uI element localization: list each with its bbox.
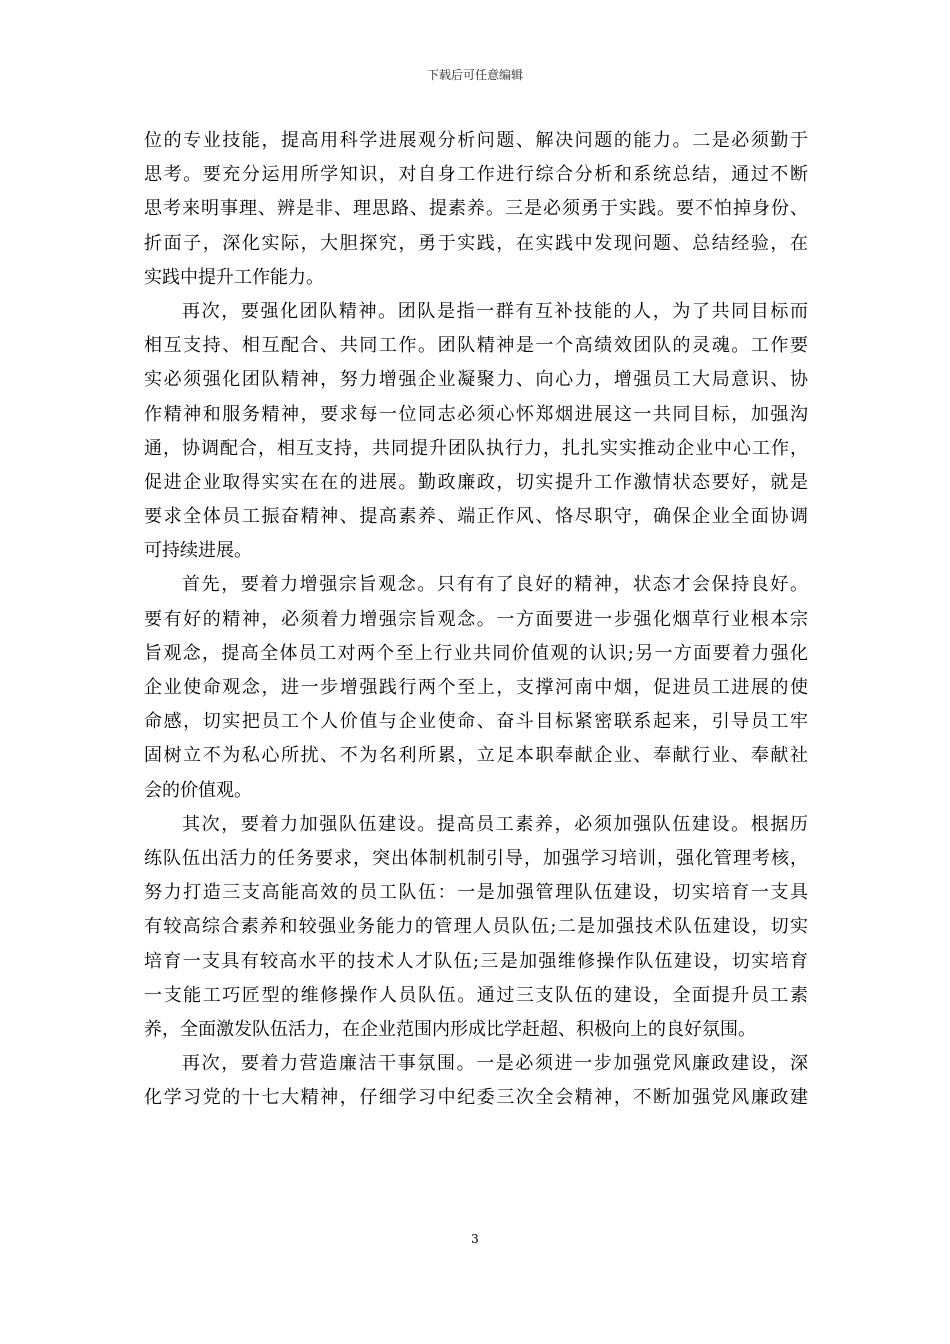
text-line: 一支能工巧匠型的维修操作人员队伍。通过三支队伍的建设，全面提升员工素	[144, 984, 808, 1006]
text-line: 可持续进展。	[144, 540, 252, 562]
text-line: 培育一支具有较高水平的技术人才队伍;三是加强维修操作队伍建设，切实培育	[144, 950, 808, 972]
text-line: 首先，要着力增强宗旨观念。只有有了良好的精神，状态才会保持良好。	[182, 574, 808, 596]
text-line: 企业使命观念，进一步增强践行两个至上，支撑河南中烟，促进员工进展的使	[144, 677, 808, 698]
text-line: 思考来明事理、辨是非、理思路、提素养。三是必须勇于实践。要不怕掉身份、	[144, 198, 808, 220]
text-line: 养，全面激发队伍活力，在企业范围内形成比学赶超、积极向上的良好氛围。	[144, 1018, 756, 1040]
text-line: 位的专业技能，提高用科学进展观分析问题、解决问题的能力。二是必须勤于	[144, 130, 808, 151]
text-line: 相互支持、相互配合、共同工作。团队精神是一个高绩效团队的灵魂。工作要	[144, 335, 808, 357]
text-line: 会的价值观。	[144, 779, 252, 801]
text-line: 旨观念，提高全体员工对两个至上行业共同价值观的认识;另一方面要着力强化	[144, 642, 808, 664]
text-line: 命感，切实把员工个人价值与企业使命、奋斗目标紧密联系起来，引导员工牢	[144, 711, 808, 733]
text-line: 固树立不为私心所扰、不为名利所累，立足本职奉献企业、奉献行业、奉献社	[144, 745, 808, 767]
paragraph	[144, 124, 808, 295]
text-line: 实必须强化团队精神，努力增强企业凝聚力、向心力，增强员工大局意识、协	[144, 369, 808, 391]
text-line: 要有好的精神，必须着力增强宗旨观念。一方面要进一步强化烟草行业根本宗	[144, 608, 808, 630]
paragraph	[144, 295, 808, 569]
text-line: 有较高综合素养和较强业务能力的管理人员队伍;二是加强技术队伍建设，切实	[144, 916, 808, 938]
body-text	[144, 124, 808, 1115]
text-line: 化学习党的十七大精神，仔细学习中纪委三次全会精神，不断加强党风廉政建	[144, 1087, 808, 1109]
paragraph	[144, 568, 808, 807]
text-line: 促进企业取得实实在在的进展。勤政廉政，切实提升工作激情状态要好，就是	[144, 471, 808, 493]
text-line: 作精神和服务精神，要求每一位同志必须心怀郑烟进展这一共同目标，加强沟	[144, 403, 808, 425]
text-line: 折面子，深化实际，大胆探究，勇于实践，在实践中发现问题、总结经验，在	[144, 232, 808, 254]
text-line: 练队伍出活力的任务要求，突出体制机制引导，加强学习培训，强化管理考核，	[144, 847, 808, 869]
text-line: 再次，要强化团队精神。团队是指一群有互补技能的人，为了共同目标而	[182, 300, 808, 322]
text-line: 通，协调配合，相互支持，共同提升团队执行力，扎扎实实推动企业中心工作，	[144, 437, 808, 459]
text-line: 其次，要着力加强队伍建设。提高员工素养，必须加强队伍建设。根据历	[182, 813, 808, 835]
page-number: 3	[471, 1232, 479, 1246]
text-line: 努力打造三支高能高效的员工队伍：一是加强管理队伍建设，切实培育一支具	[144, 882, 808, 904]
text-line: 再次，要着力营造廉洁干事氛围。一是必须进一步加强党风廉政建设，深	[182, 1053, 808, 1075]
text-line: 实践中提升工作能力。	[144, 266, 324, 288]
paragraph	[144, 808, 808, 1047]
page-header: 下载后可任意编辑	[426, 68, 523, 82]
paragraph	[144, 1047, 808, 1115]
text-line: 要求全体员工振奋精神、提高素养、端正作风、恪尽职守，确保企业全面协调	[144, 506, 808, 528]
text-line: 思考。要充分运用所学知识，对自身工作进行综合分析和系统总结，通过不断	[144, 164, 808, 186]
